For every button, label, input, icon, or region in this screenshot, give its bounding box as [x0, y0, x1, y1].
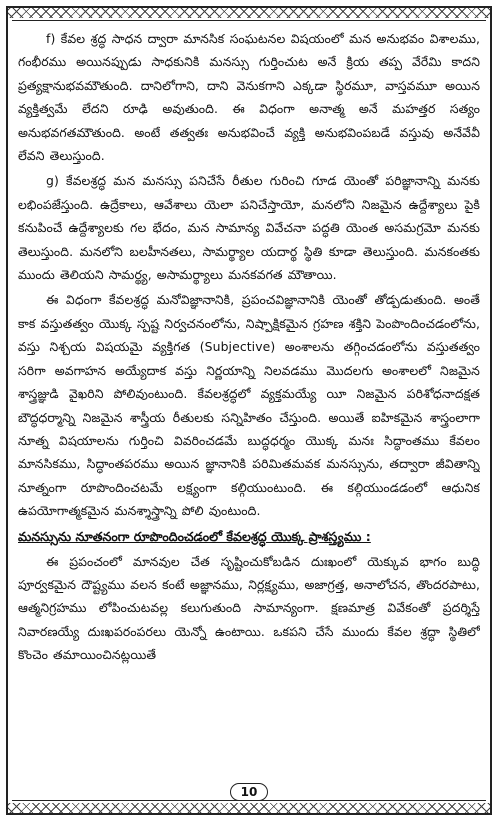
- bottom-decorative-border: [8, 803, 490, 813]
- paragraph-g: g) కేవలశ్రద్ధ మన మనస్సు పనిచేసే రీతుల గురించి గూడ యెంతో పరిజ్ఞానాన్ని మనకు లభింపజేస్తుంది. ఉద్రేకాలు, ఆవేశాలు యెలా పనిచేస్తాయో, మనలోని నిజమైన ఉద్దేశ్యాలు పైకి కనుపించే ఉద్దేశ్యాలకు గల భేదం, మన సామాన్య వివేచనా పద్ధతి యెంత అసమగ్రమో మనకు తెలుస్తుంది. మనలోని బలహీనతలు, సామర్థ్యాల యదార్థ స్థితి కూడా తెలుస్తుంది. మనకంతకు ముందు తెలియని సామర్థ్య, అసామర్థ్యాలు మనకవగత మౌతాయి.: [18, 173, 480, 283]
- paragraph-science: ఈ విధంగా కేవలశ్రద్ధ మనోవిజ్ఞానానికి, ప్రపంచవిజ్ఞానానికి యెంతో తోడ్పడుతుంది. అంతే కాక వస్తుతత్వం యొక్క స్పష్ట నిర్వచనంలోను, నిష్పాక్షికమైన గ్రహణ శక్తిని పెంపొందించడంలోను, వస్తు నిశ్చయ విషయమై వ్యక్తిగత (Subjective) అంశాలను తగ్గించడంలోను వస్తుతత్వం సరిగా అవగాహన అయ్యేదాక వస్తు నిర్ణయాన్ని నిలవడము మొదలగు అంశాలలో నిజమైన శాస్త్రజ్ఞుడి వైఖరిని పోలివుంటుంది. కేవలశ్రద్ధలో వ్యక్తమయ్యే యీ నిజమైన పరిశోధనాదక్షత బౌద్ధధర్మాన్ని నిజమైన శాస్త్రీయ రీతులకు సన్నిహితం చేస్తుంది. అయితే ఐహికమైన శాస్త్రంలాగా నూత్న విషయాలను గుర్తించి వివరించడమే బుద్ధధర్మం యొక్క మనః సిద్ధాంతము కేవలం మానసికము, సిద్ధాంతపరము అయిన జ్ఞానానికి పరిమితమవక మనస్సును, తద్వారా జీవితాన్ని నూత్నంగా రూపొందించటమే లక్ష్యంగా కల్గియుంటుంది. ఈ కల్గియుండడంలో ఆధునిక ఉపయోగాత్మకమైన మనశ్శాస్త్రాన్ని పోలి వుంటుంది.: [18, 292, 480, 519]
- page-number: 10: [230, 783, 269, 801]
- paragraph-f: f) కేవల శ్రద్ధ సాధన ద్వారా మానసిక సంఘటనల విషయంలో మన అనుభవం విశాలము, గంభీరము అయినప్పుడు సాధకునికి మనస్సు గుర్తించుట అనే క్రియ తప్ప వేరేమి కాదని ప్రత్యక్షానుభవమౌతుంది. దానిలోగాని, దాని వెనుకగాని ఎక్కడా స్థిరమూ, వాస్తవమూ అయిన వ్యక్తిత్వమే లేదని రూఢి అవుతుంది. ఈ విధంగా అనాత్మ అనే మహత్తర సత్యం అనుభవగతమౌతుంది. అంటే తత్వతః అనుభవించే వ్యక్తి అనుభవింపబడే వస్తువు అనేవేవీ లేవని తెలుస్తుంది.: [18, 31, 480, 164]
- text-content: [18, 27, 480, 778]
- section-heading: మనస్సును నూతనంగా రూపొందించడంలో కేవలశ్రద్ధ యొక్క ప్రాశస్త్యము :: [18, 528, 371, 544]
- book-page: [6, 6, 492, 815]
- page-body: [12, 20, 486, 801]
- page-number-container: [12, 782, 486, 802]
- top-decorative-border: [8, 8, 490, 18]
- paragraph-suffering: ఈ ప్రపంచంలో మానవుల చేత సృష్టించుకోబడిన దుఃఖంలో యెక్కువ భాగం బుద్ధి పూర్వకమైన దౌష్ట్యము వలన కంటే అజ్ఞానము, నిర్లక్ష్యము, అజాగ్రత్త, అనాలోచన, తొందరపాటు, ఆత్మనిగ్రహము లోపించుటవల్ల కలుగుతుంది సామాన్యంగా. క్షణమాత్ర వివేకంతో ప్రదర్శిస్తే నివారణయ్యే దుఃఖపరంపరలు యెన్నో ఉంటాయి. ఒకపని చేసే ముందు కేవల శ్రద్ధా స్థితిలో కొంచెం తమాయించినట్లయితే: [18, 553, 480, 663]
